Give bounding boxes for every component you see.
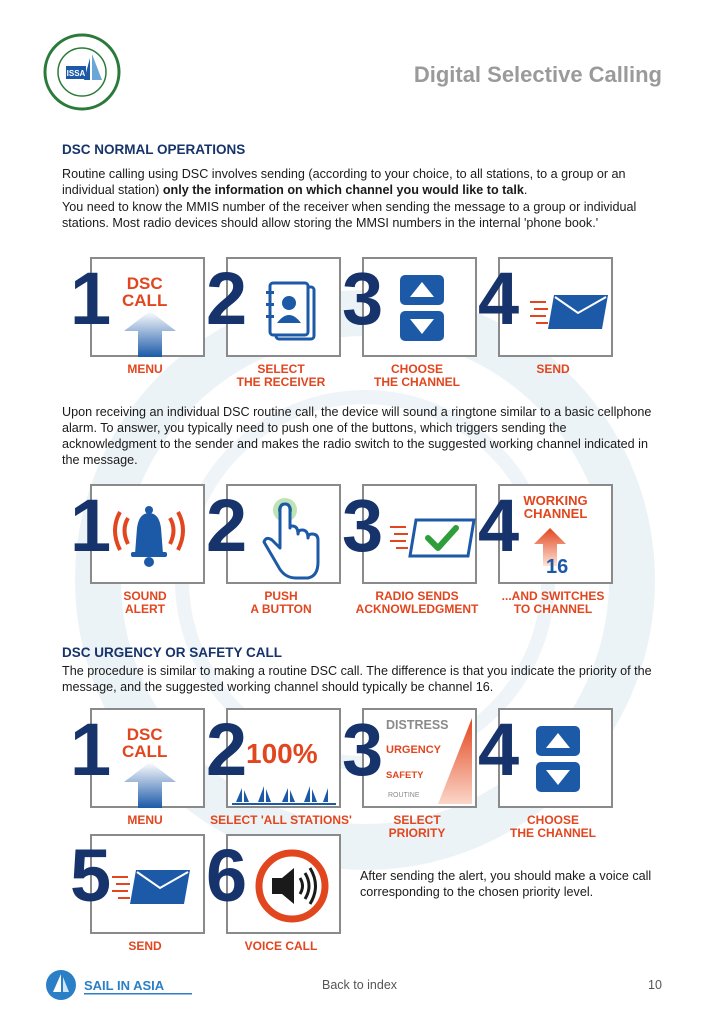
receive-paragraph: Upon receiving an individual DSC routine call, the device will sound a ringtone similar to a basic cellphone alarm. To answer, you typically need to push one of the buttons, which triggers sending the acknowledgment to the sender and makes the radio switch to the suggested working channel indicated in the message. [62, 405, 652, 467]
sail-in-asia-logo [44, 968, 194, 1002]
level-distress: DISTRESS [386, 718, 449, 732]
step-caption [70, 590, 220, 616]
speaker-icon [254, 848, 330, 924]
caption-line-2: A BUTTON [250, 602, 312, 616]
envelope-send-icon [110, 866, 194, 906]
step-caption: SEND [536, 362, 570, 376]
step-caption: SEND [128, 939, 162, 953]
step-number: 3 [342, 708, 381, 791]
logo-initials: ISSA [66, 69, 86, 78]
caption-line-2: THE RECEIVER [236, 375, 326, 389]
step-caption: MENU [127, 362, 163, 376]
percent-label: 100% [246, 738, 318, 769]
step-number: 4 [478, 257, 517, 340]
normal-paragraph-2: You need to know the MMIS number of the receiver when sending the message to a group or individual stations. Most radio devices should allow storing the MMSI numbers in the internal 'phone book.' [62, 200, 637, 230]
normal-p1-bold: only the information on which channel you would like to talk [162, 183, 524, 197]
caption-line-2: TO CHANNEL [513, 602, 593, 616]
urgency-paragraph: The procedure is similar to making a routine DSC call. The difference is that you indicate the priority of the message, and the suggested working channel should typically be channel 16. [62, 664, 652, 694]
caption-line-1: RADIO SENDS [375, 589, 459, 603]
step-caption: SELECT 'ALL STATIONS' [210, 813, 352, 827]
up-down-arrows-icon [400, 275, 444, 341]
step-caption [206, 363, 356, 389]
after-sending-note: After sending the alert, you should make a voice call corresponding to the chosen priority level. [360, 869, 652, 899]
caption-line-1: ...AND SWITCHES [501, 589, 605, 603]
sailboats-icon [232, 784, 336, 806]
caption-line-1: SELECT [393, 813, 441, 827]
up-arrow-icon [122, 760, 178, 808]
step-number: 3 [342, 484, 381, 567]
step-number: 4 [478, 708, 517, 791]
step-number: 1 [70, 708, 109, 791]
step-number: 4 [478, 484, 517, 567]
normal-paragraph-1 [62, 166, 662, 198]
issa-logo [42, 32, 122, 112]
tile-call-label: CALL [122, 742, 168, 761]
address-book-icon [264, 279, 318, 343]
caption-line-2: THE CHANNEL [374, 375, 460, 389]
caption-line-1: PUSH [264, 589, 298, 603]
caption-line-2: PRIORITY [388, 826, 446, 840]
step-caption: MENU [127, 813, 163, 827]
caption-line-2: ALERT [125, 602, 165, 616]
back-to-index-link[interactable]: Back to index [322, 978, 398, 992]
caption-line-1: CHOOSE [526, 813, 579, 827]
tile-dsc-label: DSC [126, 274, 163, 293]
step-number: 2 [206, 708, 245, 791]
step-caption [342, 363, 492, 389]
step-number: 6 [206, 834, 245, 917]
step-caption [478, 590, 628, 616]
tile-working-label: WORKING [523, 493, 588, 508]
caption-line-1: SOUND [123, 589, 167, 603]
step-number: 3 [342, 257, 381, 340]
normal-p1-text: Routine calling using DSC involves sending (according to your choice, to all stations, to a group or an individual station) [62, 167, 626, 197]
caption-line-2: ACKNOWLEDGMENT [355, 602, 479, 616]
step-caption [478, 814, 628, 840]
step-caption [342, 590, 492, 616]
step-number: 5 [70, 834, 109, 917]
normal-p1-end: . [523, 183, 528, 197]
tile-dsc-label: DSC [126, 725, 163, 744]
section-title-urgency: DSC URGENCY OR SAFETY CALL [62, 645, 283, 660]
bell-icon [106, 500, 192, 570]
caption-line-1: SELECT [257, 362, 305, 376]
brand-text: SAIL IN ASIA [84, 978, 165, 993]
up-arrow-icon [122, 309, 178, 357]
finger-press-icon [260, 496, 322, 582]
tile-channel-label: CHANNEL [523, 506, 588, 521]
step-number: 2 [206, 484, 245, 567]
section-title-normal: DSC NORMAL OPERATIONS [62, 142, 246, 157]
caption-line-2: THE CHANNEL [510, 826, 596, 840]
page-title: Digital Selective Calling [413, 62, 662, 87]
step-number: 1 [70, 257, 109, 340]
step-number: 2 [206, 257, 245, 340]
channel-number: 16 [546, 556, 569, 578]
level-urgency: URGENCY [386, 744, 442, 756]
checkmark-send-icon [388, 516, 478, 560]
step-caption [342, 814, 492, 840]
level-safety: SAFETY [386, 770, 424, 781]
page-number: 10 [648, 978, 662, 992]
step-caption [206, 590, 356, 616]
step-caption: VOICE CALL [244, 939, 318, 953]
step-number: 1 [70, 484, 109, 567]
tile-call-label: CALL [122, 291, 168, 310]
caption-line-1: CHOOSE [390, 362, 443, 376]
envelope-send-icon [528, 291, 612, 331]
level-routine: ROUTINE [388, 792, 420, 799]
up-down-arrows-icon [536, 726, 580, 792]
